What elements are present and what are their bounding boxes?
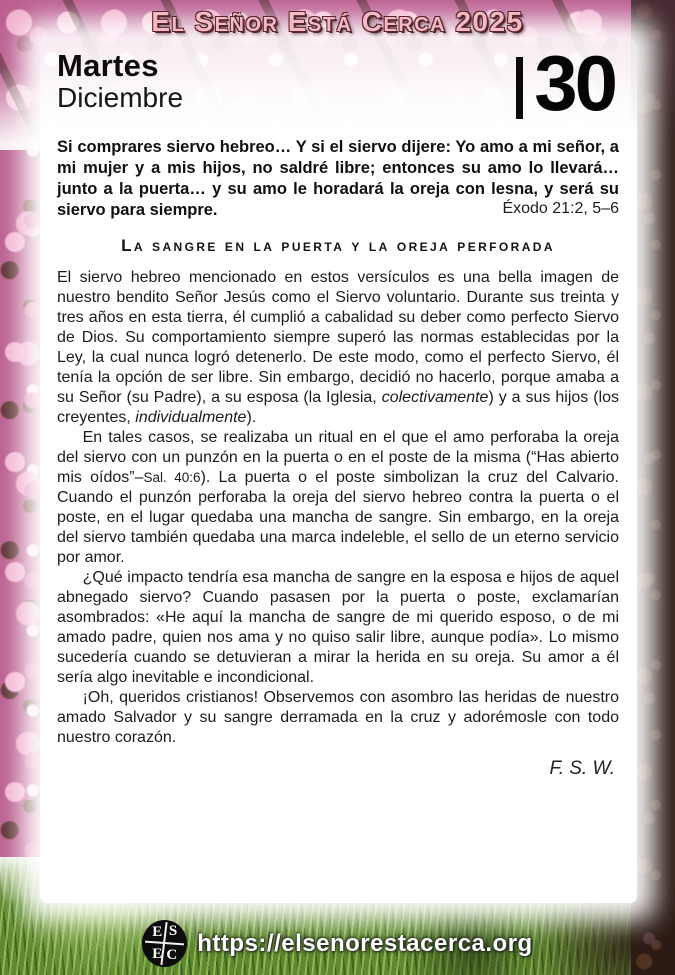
day-number: 30 [534, 39, 615, 127]
logo-letter: C [166, 947, 178, 963]
content-panel [40, 38, 637, 903]
verse-reference: Éxodo 21:2, 5–6 [502, 200, 619, 217]
trunk-border-right [631, 0, 675, 975]
article-title: La sangre en la puerta y la oreja perforada [121, 236, 555, 255]
article-paragraph: ¡Oh, queridos cristianos! Observemos con asombro las heridas de nuestro amado Salvador y su sangre derramada en la cruz y adorémosle con todo nuestro corazón. [57, 689, 619, 746]
footer [0, 920, 675, 967]
month-label: Diciembre [57, 81, 184, 113]
logo-letter: S [168, 923, 178, 939]
author-signature: F. S. W. [549, 758, 615, 779]
date-block [57, 39, 619, 127]
day-number-block [516, 39, 615, 127]
article-paragraph: El siervo hebreo mencionado en estos versículos es una bella imagen de nuestro bendito Señor Jesús como el Siervo voluntario. Durante sus treinta y tres años en esta tierra, él cumplió a cabalidad su deber como perfecto Siervo de Dios. Su comportamiento siempre superó las normas establecidas por la Ley, la cual nunca logró detenerlo. De este modo, como el perfecto Siervo, él tenía la opción de ser libre. Sin embargo, decidió no hacerlo, porque amaba a su Señor (su Padre), a su esposa (la Iglesia, colectivamente) y a sus hijos (los creyentes, individualmente). [57, 269, 619, 426]
article-paragraph: ¿Qué impacto tendría esa mancha de sangre en la esposa e hijos de aquel abnegado siervo? Cuando pasasen por la puerta o poste, exclamarían asombrados: «He aquí la mancha de sangre de mi querido esposo, o de mi amado padre, quien nos ama y no quiso salir libre, aunque podía». Lo mismo sucedería cuando se detuvieran a mirar la herida en su oreja. Su amor a él sería algo inevitable e incondicional. [57, 569, 619, 686]
logo-letter: E [152, 946, 163, 962]
article-body [57, 268, 619, 748]
year-title: El Señor Está Cerca 2025 [151, 6, 524, 37]
page-content [40, 38, 637, 780]
esec-logo-icon [142, 920, 187, 967]
logo-letter: E [152, 924, 163, 940]
verse-text: Si comprares siervo hebreo… Y si el siervo dijere: Yo amo a mi señor, a mi mujer y a mis hijos, no saldré libre; entonces su amo lo llevará… junto a la puerta… y su amo le horadará la oreja con lesna, y será su siervo para siempre. [57, 138, 619, 219]
article-paragraph: En tales casos, se realizaba un ritual en el que el amo perforaba la oreja del siervo con un punzón en la puerta o en el poste de la misma (“Has abierto mis oídos”–Sal. 40:6). La puerta o el poste simbolizan la cruz del Calvario. Cuando el punzón perforaba la oreja del siervo hebreo contra la puerta o el poste, en el lugar quedaba una mancha de sangre. Sin embargo, en la oreja del siervo también quedaba una marca indeleble, el sello de un eterno servicio por amor. [57, 429, 619, 566]
weekday-label: Martes [57, 48, 159, 83]
date-left [57, 50, 183, 113]
day-divider [516, 57, 523, 119]
website-link[interactable]: https://elsenorestacerca.org [197, 929, 533, 957]
